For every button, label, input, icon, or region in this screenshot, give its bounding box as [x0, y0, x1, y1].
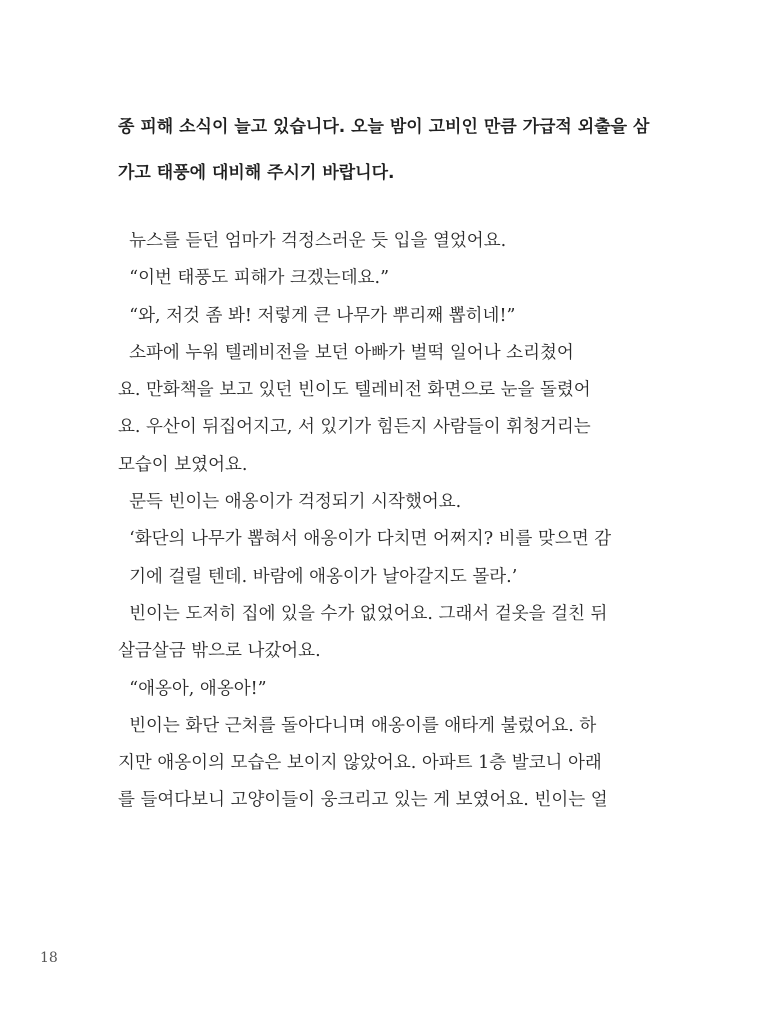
story-line: “애옹아, 애옹아!” [118, 678, 267, 699]
news-line: 종 피해 소식이 늘고 있습니다. 오늘 밤이 고비인 만큼 가급적 외출을 삼 [118, 117, 650, 137]
page-number: 18 [40, 950, 58, 966]
story-line: 기에 걸릴 텐데. 바람에 애옹이가 날아갈지도 몰라.’ [118, 566, 518, 587]
story-body [118, 223, 678, 820]
story-line: 뉴스를 듣던 엄마가 걱정스러운 듯 입을 열었어요. [118, 231, 507, 251]
story-line: 지만 애옹이의 모습은 보이지 않았어요. 아파트 1층 발코니 아래 [118, 753, 602, 774]
story-line: ‘화단의 나무가 뽑혀서 애옹이가 다치면 어쩌지? 비를 맞으면 감 [118, 529, 612, 550]
news-line: 가고 태풍에 대비해 주시기 바랍니다. [118, 163, 395, 183]
story-line: 빈이는 도저히 집에 있을 수가 없었어요. 그래서 겉옷을 걸친 뒤 [118, 603, 608, 624]
story-line: “와, 저것 좀 봐! 저렇게 큰 나무가 뿌리째 뽑히네!” [118, 305, 516, 326]
story-line: 살금살금 밖으로 나갔어요. [118, 641, 321, 662]
news-broadcast-text [118, 104, 678, 196]
story-line: 모습이 보였어요. [118, 454, 248, 475]
story-line: 요. 우산이 뒤집어지고, 서 있기가 힘든지 사람들이 휘청거리는 [118, 417, 591, 438]
story-line: 요. 만화책을 보고 있던 빈이도 텔레비전 화면으로 눈을 돌렸어 [118, 380, 591, 401]
story-line: 를 들여다보니 고양이들이 웅크리고 있는 게 보였어요. 빈이는 얼 [118, 790, 608, 811]
story-line: “이번 태풍도 피해가 크겠는데요.” [118, 268, 390, 289]
story-line: 빈이는 화단 근처를 돌아다니며 애옹이를 애타게 불렀어요. 하 [118, 715, 597, 736]
story-line: 문득 빈이는 애옹이가 걱정되기 시작했어요. [118, 492, 462, 513]
story-line: 소파에 누워 텔레비전을 보던 아빠가 벌떡 일어나 소리쳤어 [118, 342, 574, 363]
